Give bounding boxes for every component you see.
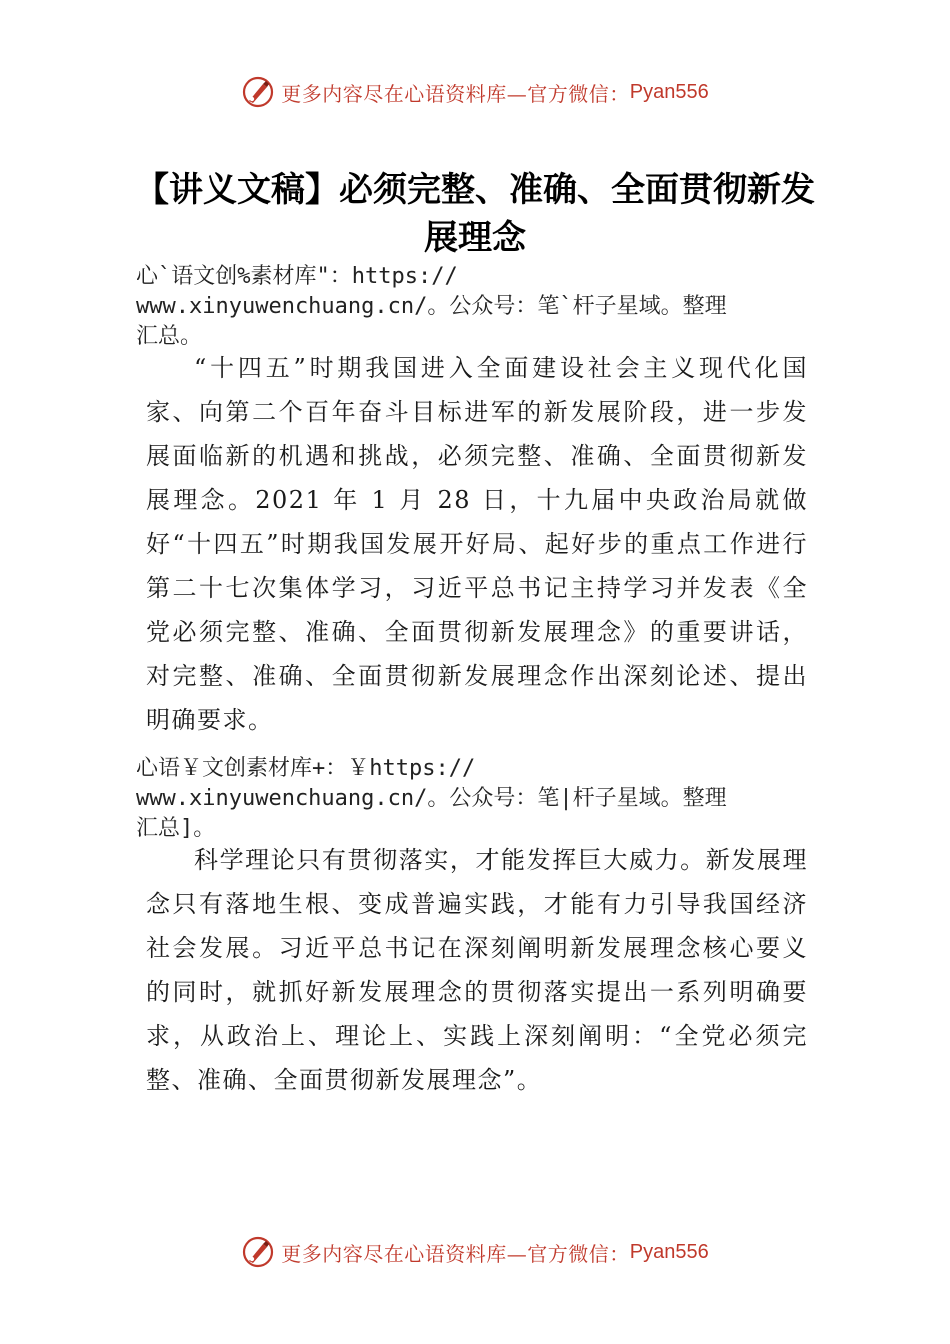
footer-banner [0, 1232, 950, 1272]
banner-text: 更多内容尽在心语资料库—官方微信： [281, 1241, 630, 1266]
watermark-note [136, 754, 826, 844]
header-banner [0, 72, 950, 112]
watermark-line: www.xinyuwenchuang.cn/。公众号：笔`杆子星域。整理 [136, 294, 727, 319]
pen-seal-icon [241, 75, 275, 109]
watermark-line: 汇总]。 [136, 816, 216, 841]
document-title: 【讲义文稿】必须完整、准确、全面贯彻新发展理念 [135, 170, 815, 258]
body-paragraph: 科学理论只有贯彻落实，才能发挥巨大威力。新发展理念只有落地生根、变成普遍实践，才能有力引导我国经济社会发展。习近平总书记在深刻阐明新发展理念核心要义的同时，就抓好新发展理念的贯彻落实提出一系列明确要求，从政治上、理论上、实践上深刻阐明：“全党必须完整、准确、全面贯彻新发展理念”。 [146, 846, 808, 1094]
banner-wechat-id: Pyan556 [629, 80, 709, 103]
pen-seal-icon [241, 1235, 275, 1269]
watermark-line: 心`语文创%素材库"：https:// [136, 264, 458, 289]
watermark-line: www.xinyuwenchuang.cn/。公众号：笔|杆子星域。整理 [136, 786, 727, 811]
watermark-line: 汇总。 [136, 324, 203, 349]
banner-text: 更多内容尽在心语资料库—官方微信： [281, 81, 630, 106]
body-paragraph: “十四五”时期我国进入全面建设社会主义现代化国家、向第二个百年奋斗目标进军的新发展阶段，进一步发展面临新的机遇和挑战，必须完整、准确、全面贯彻新发展理念。2021 年 1 月 28 日，十九届中央政治局就做好“十四五”时期我国发展开好局、起好步的重点工作进行第二十七次集体学习，习近平总书记主持学习并发表《全党必须完整、准确、全面贯彻新发展理念》的重要讲话，对完整、准确、全面贯彻新发展理念作出深刻论述、提出明确要求。 [146, 354, 808, 734]
banner-wechat-id: Pyan556 [629, 1240, 709, 1263]
watermark-line: 心语￥文创素材库+：￥https:// [136, 756, 476, 781]
watermark-note [136, 262, 826, 352]
